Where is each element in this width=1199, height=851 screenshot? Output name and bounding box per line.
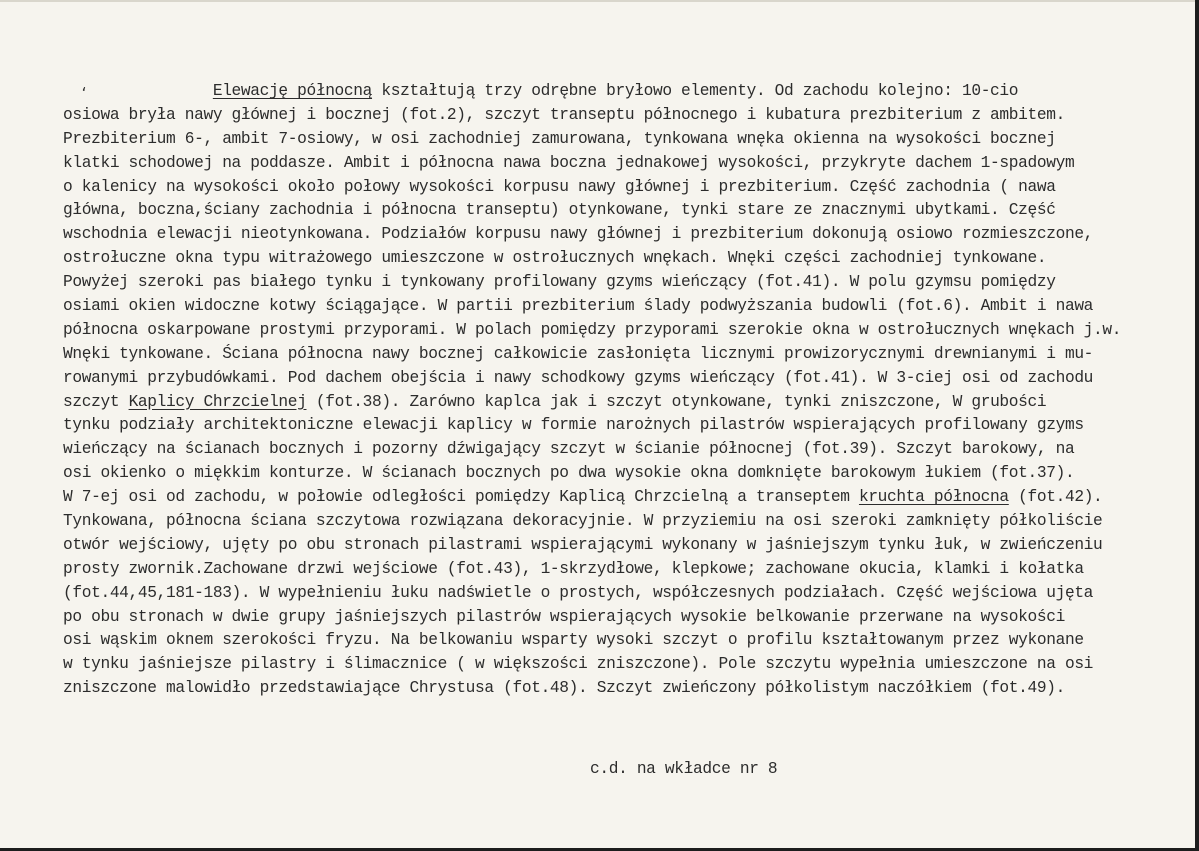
- text-line: [63, 438, 1193, 462]
- text-line: [63, 80, 1193, 104]
- text-line: [63, 319, 1193, 343]
- text-run: W 7-ej osi od zachodu, w połowie odległości pomiędzy Kaplicą Chrzcielną a transeptem: [63, 488, 859, 507]
- text-run: główna, boczna,ściany zachodnia i północna transeptu) otynkowane, tynki stare ze znacznymi ubytkami. Część: [63, 201, 1056, 220]
- text-line: [63, 199, 1193, 223]
- text-run: (fot.42).: [1008, 488, 1103, 507]
- text-run: Prezbiterium 6-, ambit 7-osiowy, w osi zachodniej zamurowana, tynkowana wnęka okienna na wysokości bocznej: [63, 129, 1056, 148]
- text-run: rowanymi przybudówkami. Pod dachem obejścia i nawy schodkowy gzyms wieńczący (fot.41). W 3-ciej osi od zachodu: [63, 368, 1094, 387]
- text-run: osiami okien widoczne kotwy ściągające. W partii prezbiterium ślady podwyższania budowli (fot.6). Ambit i nawa: [63, 297, 1094, 316]
- text-line: [63, 247, 1193, 271]
- text-run: północna oskarpowane prostymi przyporami. W polach pomiędzy przyporami szerokie okna w ostrołucznych wnękach j.w.: [63, 320, 1122, 339]
- text-run: Wnęki tynkowane. Ściana północna nawy bocznej całkowicie zasłonięta licznymi prowizorycznymi drewnianymi i mu-: [63, 344, 1094, 363]
- text-line: [63, 223, 1193, 247]
- text-line: [63, 486, 1193, 510]
- text-run: tynku podziały architektoniczne elewacji kaplicy w formie narożnych pilastrów wspierających profilowany gzyms: [63, 416, 1084, 435]
- text-line: [63, 462, 1193, 486]
- text-line: [63, 271, 1193, 295]
- text-run: ostrołuczne okna typu witrażowego umieszczone w ostrołucznych wnękach. Wnęki części zachodniej tynkowane.: [63, 249, 1047, 268]
- text-line: [63, 653, 1193, 677]
- text-run: otwór wejściowy, ujęty po obu stronach pilastrami wspierającymi wykonany w jaśniejszym tynku łuk, w zwieńczeniu: [63, 535, 1103, 554]
- underlined-heading: Kaplicy Chrzcielnej: [128, 392, 307, 411]
- text-run: (fot.44,45,181-183). W wypełnieniu łuku nadświetle o prostych, współczesnych podziałach. Część wejściowa ujęta: [63, 583, 1094, 602]
- text-line: [63, 414, 1193, 438]
- text-run: w tynku jaśniejsze pilastry i ślimacznice ( w większości zniszczone). Pole szczytu wypełnia umieszczone na osi: [63, 655, 1094, 674]
- text-line: [63, 582, 1193, 606]
- underlined-heading: Elewację północną: [212, 82, 373, 100]
- text-line: [63, 391, 1193, 415]
- text-run: o kalenicy na wysokości około połowy wysokości korpusu nawy głównej i prezbiterium. Część zachodnia ( nawa: [63, 177, 1056, 196]
- text-run: prosty zwornik.Zachowane drzwi wejściowe (fot.43), 1-skrzydłowe, klepkowe; zachowane okucia, klamki i kołatka: [63, 559, 1084, 578]
- text-run: wschodnia elewacji nieotynkowana. Podziałów korpusu nawy głównej i prezbiterium dokonują osiowo rozmieszczone,: [63, 225, 1094, 244]
- text-line: [63, 677, 1193, 701]
- text-run: Powyżej szeroki pas białego tynku i tynkowany profilowany gzyms wieńczący (fot.41). W polu gzymsu pomiędzy: [63, 273, 1056, 292]
- text-line: [63, 152, 1193, 176]
- margin-mark: ‘: [80, 86, 88, 101]
- text-run: Tynkowana, północna ściana szczytowa rozwiązana dekoracyjnie. W przyziemiu na osi szeroki zamknięty półkoliście: [63, 512, 1103, 531]
- text-line: [63, 510, 1193, 534]
- continuation-note: c.d. na wkładce nr 8: [590, 760, 778, 778]
- text-run: [63, 82, 213, 100]
- text-line: [63, 295, 1193, 319]
- text-line: [63, 558, 1193, 582]
- page-top-edge: [0, 0, 1199, 2]
- text-run: osi wąskim oknem szerokości fryzu. Na belkowaniu wsparty wysoki szczyt o profilu kształtowanym przez wykonane: [63, 631, 1084, 650]
- text-run: (fot.38). Zarówno kaplca jak i szczyt otynkowane, tynki zniszczone, W grubości: [306, 392, 1047, 411]
- text-line: [63, 343, 1193, 367]
- text-run: po obu stronach w dwie grupy jaśniejszych pilastrów wspierających wysokie belkowanie przerwane na wysokości: [63, 607, 1065, 626]
- text-line: [63, 534, 1193, 558]
- typed-body-text: [63, 80, 1193, 701]
- text-run: osi okienko o miękkim konturze. W ścianach bocznych po dwa wysokie okna domknięte barokowym łukiem (fot.37).: [63, 464, 1075, 483]
- text-run: wieńczący na ścianach bocznych i pozorny dźwigający szczyt w ścianie północnej (fot.39). Szczyt barokowy, na: [63, 440, 1075, 459]
- text-run: szczyt: [63, 392, 129, 411]
- text-line: [63, 367, 1193, 391]
- text-line: [63, 176, 1193, 200]
- text-line: [63, 629, 1193, 653]
- text-run: kształtują trzy odrębne bryłowo elementy. Od zachodu kolejno: 10-cio: [372, 82, 1019, 100]
- text-run: klatki schodowej na poddasze. Ambit i północna nawa boczna jednakowej wysokości, przykryte dachem 1-spadowym: [63, 153, 1075, 172]
- text-run: osiowa bryła nawy głównej i bocznej (fot.2), szczyt transeptu północnego i kubatura prezbiterium z ambitem.: [63, 105, 1065, 124]
- text-line: [63, 606, 1193, 630]
- text-line: [63, 128, 1193, 152]
- text-line: [63, 104, 1193, 128]
- page-right-edge: [1195, 0, 1199, 851]
- text-run: zniszczone malowidło przedstawiające Chrystusa (fot.48). Szczyt zwieńczony półkolistym naczółkiem (fot.49).: [63, 679, 1065, 698]
- underlined-heading: kruchta północna: [858, 488, 1009, 507]
